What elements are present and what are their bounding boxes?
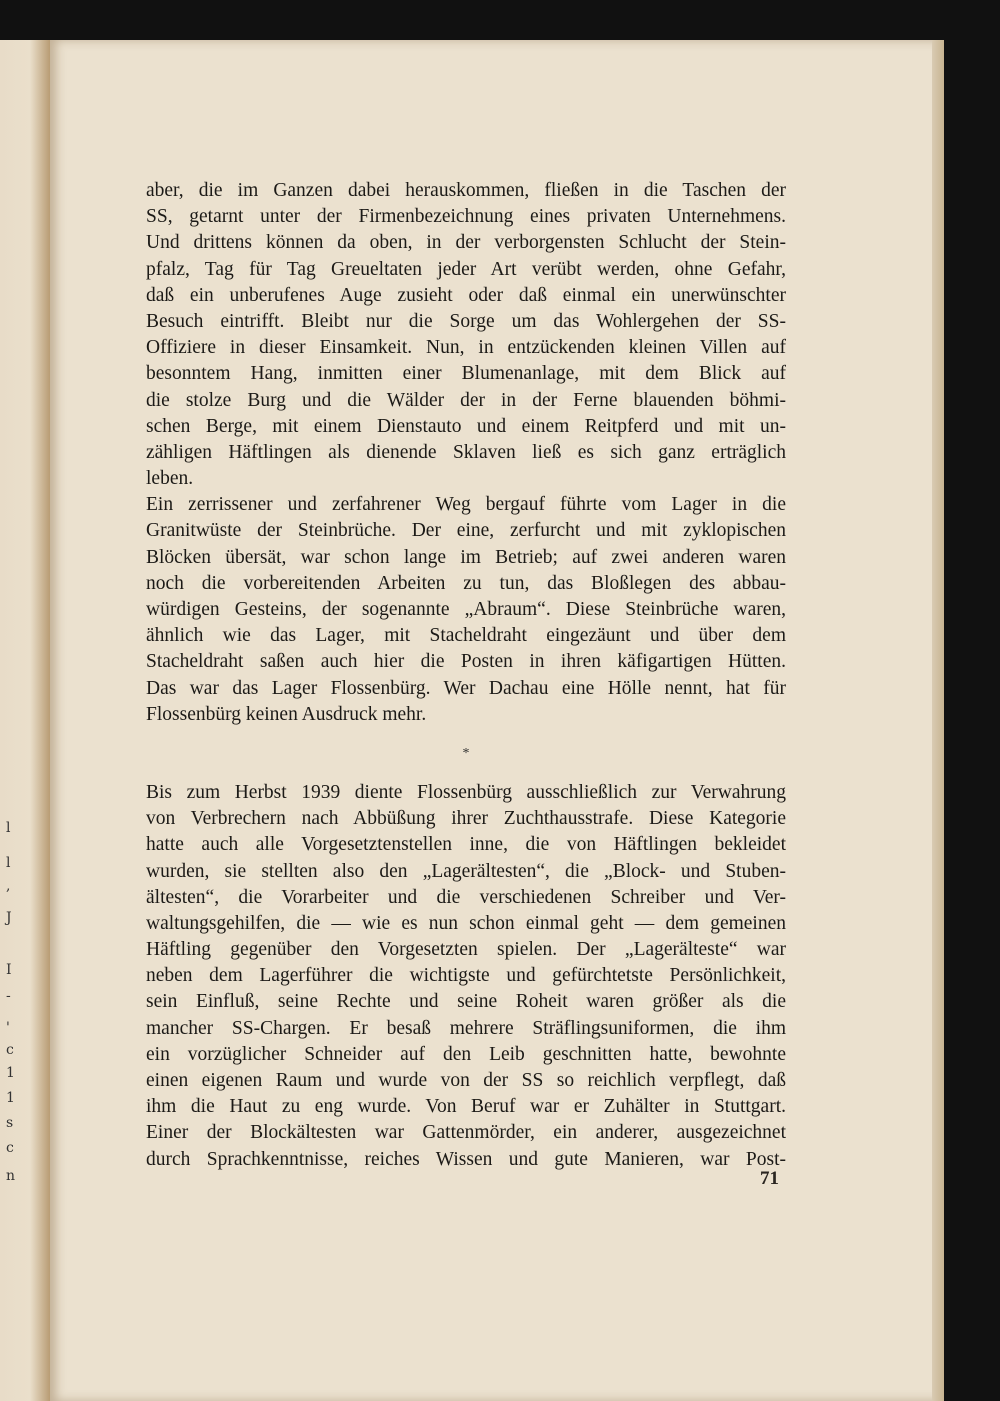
- text-line: besonntem Hang, inmitten einer Blumenanlage, mit dem Blick auf: [146, 363, 786, 385]
- left-page-edge: [0, 40, 50, 1401]
- text-line: ein vorzüglicher Schneider auf den Leib geschnitten hatte, bewohnte: [146, 1043, 786, 1065]
- edge-glyph: J: [6, 910, 12, 926]
- text-line: hatte auch alle Vorgesetztenstellen inne, die von Häftlingen bekleidet: [146, 834, 786, 856]
- text-line: Besuch eintrifft. Bleibt nur die Sorge um das Wohlergehen der SS-: [146, 310, 786, 332]
- edge-glyph: I: [6, 962, 12, 978]
- edge-glyph: c: [6, 1140, 14, 1156]
- text-line: leben.: [146, 468, 194, 490]
- text-line: Bis zum Herbst 1939 diente Flossenbürg ausschließlich zur Verwahrung: [146, 781, 786, 803]
- text-line: Einer der Blockältesten war Gattenmörder, ein anderer, ausgezeichnet: [146, 1122, 786, 1144]
- text-line: neben dem Lagerführer die wichtigste und gefürchtetste Persönlichkeit,: [146, 965, 786, 987]
- edge-glyph: ,: [6, 878, 11, 894]
- section-separator: *: [462, 745, 470, 761]
- text-line: Häftling gegenüber den Vorgesetzten spielen. Der „Lagerälteste“ war: [146, 939, 786, 961]
- edge-glyph: 1: [6, 1065, 15, 1081]
- text-line: Offiziere in dieser Einsamkeit. Nun, in entzückenden kleinen Villen auf: [146, 337, 786, 359]
- edge-glyph: n: [6, 1168, 16, 1184]
- paragraph-3: [146, 780, 786, 1173]
- edge-glyph: s: [6, 1115, 14, 1131]
- text-line: würdigen Gesteins, der sogenannte „Abraum“. Diese Steinbrüche waren,: [146, 599, 786, 620]
- text-line: die stolze Burg und die Wälder der in der Ferne blauenden böhmi-: [146, 389, 786, 411]
- edge-glyph: c: [6, 1042, 14, 1058]
- text-line: Und drittens können da oben, in der verborgensten Schlucht der Stein-: [146, 232, 786, 254]
- text-line: schen Berge, mit einem Dienstauto und einem Reitpferd und mit un-: [146, 415, 786, 437]
- text-line: zähligen Häftlingen als dienende Sklaven ließ es sich ganz erträglich: [146, 441, 786, 463]
- edge-glyph: -: [6, 988, 11, 1004]
- text-line: ältesten“, die Vorarbeiter und die verschiedenen Schreiber und Ver-: [146, 886, 786, 908]
- text-line: daß ein unberufenes Auge zusieht oder daß einmal ein unerwünschter: [146, 284, 786, 306]
- text-line: Granitwüste der Steinbrüche. Der eine, zerfurcht und mit zyklopischen: [146, 520, 786, 542]
- text-line: Blöcken übersät, war schon lange im Betrieb; auf zwei anderen waren: [146, 546, 786, 568]
- text-line: wurden, sie stellten also den „Lagerältesten“, die „Block- und Stuben-: [146, 860, 786, 882]
- text-line: sein Einfluß, seine Rechte und seine Roheit waren größer als die: [146, 991, 786, 1013]
- text-line: ihm die Haut zu eng wurde. Von Beruf war er Zuhälter in Stuttgart.: [146, 1096, 786, 1118]
- paragraph-1: [146, 178, 786, 492]
- text-line: von Verbrechern nach Abbüßung ihrer Zuchthausstrafe. Diese Kategorie: [146, 808, 786, 830]
- right-page-edge: [932, 40, 944, 1401]
- text-line: Das war das Lager Flossenbürg. Wer Dachau eine Hölle nennt, hat für: [146, 677, 786, 699]
- text-line: waltungsgehilfen, die — wie es nun schon einmal geht — dem gemeinen: [146, 912, 786, 934]
- text-line: Ein zerrissener und zerfahrener Weg bergauf führte vom Lager in die: [146, 494, 786, 516]
- text-line: Stacheldraht saßen auch hier die Posten in ihren käfigartigen Hütten.: [146, 651, 786, 673]
- text-line: mancher SS-Chargen. Er besaß mehrere Sträflingsuniformen, die ihm: [146, 1017, 786, 1039]
- paragraph-2: [146, 492, 786, 728]
- page-text: [146, 178, 786, 1173]
- page-number: 71: [760, 1168, 779, 1189]
- text-line: ähnlich wie das Lager, mit Stacheldraht eingezäunt und über dem: [146, 625, 786, 647]
- text-line: noch die vorbereitenden Arbeiten zu tun, das Bloßlegen des abbau-: [146, 572, 786, 594]
- text-line: einen eigenen Raum und wurde von der SS so reichlich verpflegt, daß: [146, 1070, 786, 1091]
- text-line: pfalz, Tag für Tag Greueltaten jeder Art verübt werden, ohne Gefahr,: [146, 258, 786, 280]
- text-line: durch Sprachkenntnisse, reiches Wissen und gute Manieren, war Post-: [146, 1148, 786, 1170]
- edge-glyph: ': [6, 1020, 10, 1036]
- text-line: Flossenbürg keinen Ausdruck mehr.: [146, 703, 427, 725]
- edge-glyph: l: [6, 855, 11, 871]
- text-line: SS, getarnt unter der Firmenbezeichnung eines privaten Unternehmens.: [146, 206, 786, 228]
- edge-glyph: 1: [6, 1090, 15, 1106]
- text-line: aber, die im Ganzen dabei herauskommen, fließen in die Taschen der: [146, 180, 786, 201]
- edge-glyph: l: [6, 820, 11, 836]
